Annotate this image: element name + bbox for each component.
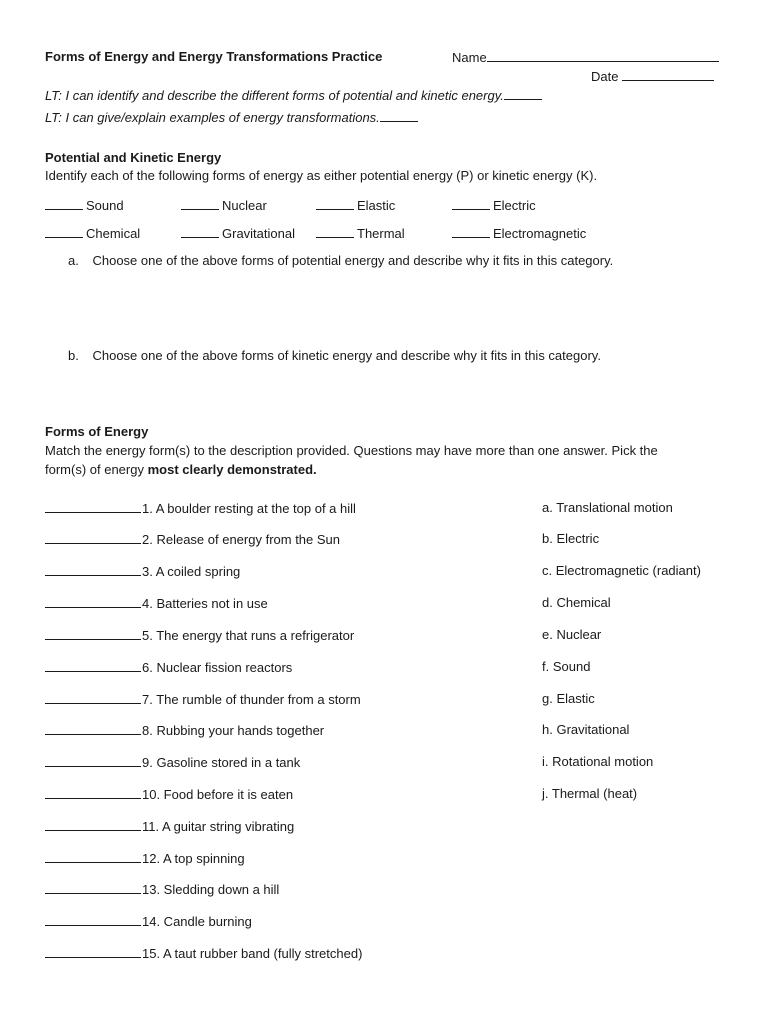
match-answer-blank[interactable] xyxy=(45,945,141,958)
match-answer-blank[interactable] xyxy=(45,691,141,704)
matching-question: 6. Nuclear fission reactors xyxy=(45,659,292,675)
match-answer-blank[interactable] xyxy=(45,881,141,894)
answer-blank[interactable] xyxy=(45,225,83,238)
matching-question: 11. A guitar string vibrating xyxy=(45,818,294,834)
answer-choice: h. Gravitational xyxy=(542,722,630,737)
energy-item-chemical: Chemical xyxy=(45,225,140,241)
match-answer-blank[interactable] xyxy=(45,659,141,672)
matching-question: 5. The energy that runs a refrigerator xyxy=(45,627,354,643)
matching-question: 8. Rubbing your hands together xyxy=(45,722,324,738)
match-answer-blank[interactable] xyxy=(45,563,141,576)
match-answer-blank[interactable] xyxy=(45,754,141,767)
answer-choice: b. Electric xyxy=(542,531,600,546)
question-a xyxy=(68,253,613,268)
match-answer-blank[interactable] xyxy=(45,786,141,799)
match-answer-blank[interactable] xyxy=(45,913,141,926)
learning-target-2: LT: I can give/explain examples of energy transformations. xyxy=(45,109,418,125)
matching-question: 10. Food before it is eaten xyxy=(45,786,293,802)
answer-choice: a. Translational motion xyxy=(542,500,673,515)
energy-item-electromagnetic: Electromagnetic xyxy=(452,225,586,241)
section-forms-heading: Forms of Energy xyxy=(45,424,149,439)
section-forms-instruction-line2: form(s) of energy most clearly demonstrated. xyxy=(45,462,317,477)
answer-blank[interactable] xyxy=(452,197,490,210)
match-answer-blank[interactable] xyxy=(45,722,141,735)
matching-question: 1. A boulder resting at the top of a hill xyxy=(45,500,356,516)
lt2-blank[interactable] xyxy=(380,109,418,122)
question-b xyxy=(68,348,601,363)
section-forms-instruction-line1: Match the energy form(s) to the description provided. Questions may have more than one answer. Pick the xyxy=(45,443,658,458)
answer-choice: c. Electromagnetic (radiant) xyxy=(542,563,701,578)
matching-question: 13. Sledding down a hill xyxy=(45,881,279,897)
answer-choice: i. Rotational motion xyxy=(542,754,654,769)
match-answer-blank[interactable] xyxy=(45,627,141,640)
question-b-letter: b. xyxy=(68,348,79,363)
answer-choice: g. Elastic xyxy=(542,691,595,706)
energy-item-sound: Sound xyxy=(45,197,124,213)
energy-item-electric: Electric xyxy=(452,197,536,213)
worksheet-title: Forms of Energy and Energy Transformations Practice xyxy=(45,49,383,64)
answer-blank[interactable] xyxy=(45,197,83,210)
matching-question: 2. Release of energy from the Sun xyxy=(45,531,340,547)
date-blank[interactable] xyxy=(622,68,714,81)
answer-choice: f. Sound xyxy=(542,659,591,674)
match-answer-blank[interactable] xyxy=(45,500,141,513)
matching-question: 15. A taut rubber band (fully stretched) xyxy=(45,945,362,961)
answer-choice: j. Thermal (heat) xyxy=(542,786,638,801)
match-answer-blank[interactable] xyxy=(45,850,141,863)
matching-question: 3. A coiled spring xyxy=(45,563,240,579)
name-blank[interactable] xyxy=(487,49,719,62)
date-field[interactable] xyxy=(591,68,714,84)
section-potential-kinetic-instruction: Identify each of the following forms of energy as either potential energy (P) or kinetic energy (K). xyxy=(45,168,598,183)
name-field[interactable] xyxy=(452,49,719,65)
energy-item-thermal: Thermal xyxy=(316,225,405,241)
energy-item-elastic: Elastic xyxy=(316,197,395,213)
answer-choice: e. Nuclear xyxy=(542,627,602,642)
matching-question: 4. Batteries not in use xyxy=(45,595,268,611)
lt1-blank[interactable] xyxy=(504,87,542,100)
match-answer-blank[interactable] xyxy=(45,818,141,831)
energy-item-gravitational: Gravitational xyxy=(181,225,295,241)
date-label: Date xyxy=(591,69,619,84)
name-label: Name xyxy=(452,50,487,65)
question-a-text: Choose one of the above forms of potential energy and describe why it fits in this category. xyxy=(92,253,614,268)
answer-blank[interactable] xyxy=(316,225,354,238)
match-answer-blank[interactable] xyxy=(45,595,141,608)
matching-question: 12. A top spinning xyxy=(45,850,245,866)
answer-choice: d. Chemical xyxy=(542,595,611,610)
question-a-letter: a. xyxy=(68,253,79,268)
answer-blank[interactable] xyxy=(452,225,490,238)
matching-question: 9. Gasoline stored in a tank xyxy=(45,754,300,770)
match-answer-blank[interactable] xyxy=(45,531,141,544)
answer-blank[interactable] xyxy=(316,197,354,210)
matching-question: 7. The rumble of thunder from a storm xyxy=(45,691,361,707)
matching-question: 14. Candle burning xyxy=(45,913,252,929)
energy-item-nuclear: Nuclear xyxy=(181,197,267,213)
section-potential-kinetic-heading: Potential and Kinetic Energy xyxy=(45,150,222,165)
answer-blank[interactable] xyxy=(181,225,219,238)
answer-blank[interactable] xyxy=(181,197,219,210)
question-b-text: Choose one of the above forms of kinetic energy and describe why it fits in this category. xyxy=(92,348,601,363)
learning-target-1: LT: I can identify and describe the different forms of potential and kinetic energy. xyxy=(45,87,542,103)
